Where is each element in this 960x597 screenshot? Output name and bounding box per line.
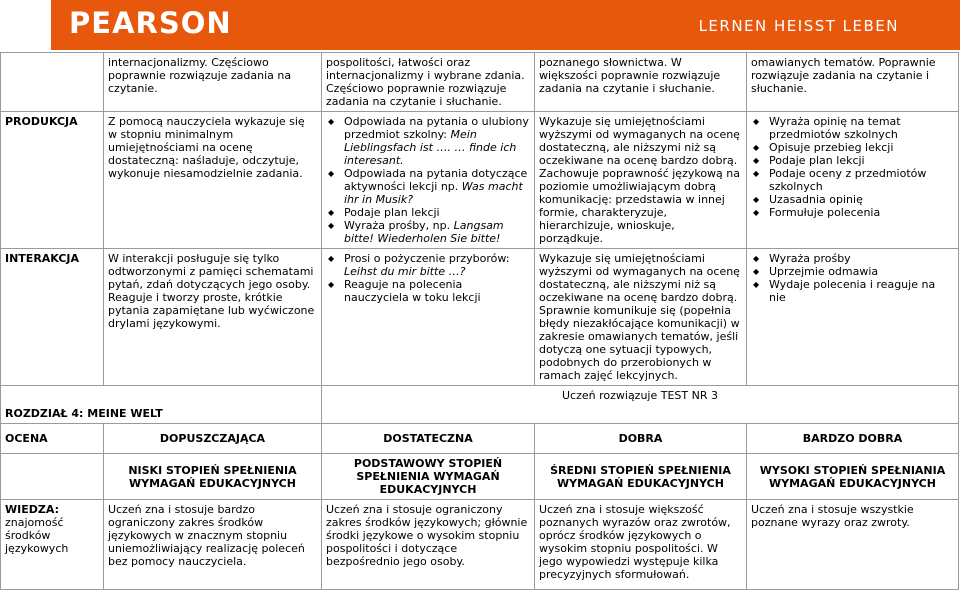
produkcja-label: PRODUKCJA — [1, 112, 104, 249]
interakcja-row — [1, 249, 959, 386]
list-item: ◆ Uzasadnia opinię — [769, 193, 954, 206]
produkcja-cell-5 — [747, 112, 959, 249]
chapter-row — [1, 386, 959, 424]
top-cell-3: pospolitości, łatwości oraz internacjonalizmy i wybrane zdania. Częściowo poprawnie rozwiązuje zadania na czytanie i słuchanie. — [322, 53, 535, 112]
level-sredni: ŚREDNI STOPIEŃ SPEŁNIENIA WYMAGAŃ EDUKACYJNYCH — [535, 454, 747, 500]
interakcja-label: INTERAKCJA — [1, 249, 104, 386]
list-item: ◆ Reaguje na polecenia nauczyciela w toku lekcji — [344, 278, 530, 304]
levels-row — [1, 454, 959, 500]
produkcja-cell-2: Z pomocą nauczyciela wykazuje się w stopniu minimalnym umiejętnościami na ocenę dostateczną: naśladuje, odczytuje, wykonuje niesamodzielnie zadania. — [104, 112, 322, 249]
level-podstawowy: PODSTAWOWY STOPIEŃ SPEŁNIENIA WYMAGAŃ EDUKACYJNYCH — [322, 454, 535, 500]
list-item: ◆ Wyraża opinię na temat przedmiotów szkolnych — [769, 115, 954, 141]
grades-row — [1, 424, 959, 454]
wiedza-cell-5: Uczeń zna i stosuje wszystkie poznane wyrazy oraz zwroty. — [747, 500, 959, 590]
list-item: ◆ Wyraża prośby, np. Langsam bitte! Wiederholen Sie bitte! — [344, 219, 530, 245]
levels-empty-cell — [1, 454, 104, 500]
list-item: ◆ Wydaje polecenia i reaguje na nie — [769, 278, 954, 304]
wiedza-label: WIEDZA: znajomość środków językowych — [1, 500, 104, 590]
interakcja-cell-4: Wykazuje się umiejętnościami wyższymi od wymaganych na ocenę dostateczną, ale niższymi niż są oczekiwane na ocenę bardzo dobrą. Sprawnie komunikuje się (popełnia błędy niezakłócające komunikacji) w zakresie omawianych tematów, jeśli dotyczą one sytuacji typowych, podobnych do przerobionych w ramach zajęć lekcyjnych. — [535, 249, 747, 386]
level-niski: NISKI STOPIEŃ SPEŁNIENIA WYMAGAŃ EDUKACYJNYCH — [104, 454, 322, 500]
grade-header-dopuszczajaca: DOPUSZCZAJĄCA — [104, 424, 322, 454]
pearson-logo: PEARSON — [69, 6, 232, 40]
interakcja-cell-2: W interakcji posługuje się tylko odtworzonymi z pamięci schematami pytań, zdań dotyczących jego osoby. Reaguje i tworzy proste, krótkie pytania zapamiętane lub wyćwiczone drylami językowymi. — [104, 249, 322, 386]
list-item: ◆ Podaje plan lekcji — [769, 154, 954, 167]
banner-tagline: LERNEN HEISST LEBEN — [698, 17, 899, 35]
list-item: ◆ Prosi o pożyczenie przyborów: Leihst du mir bitte …? — [344, 252, 530, 278]
top-cell-2: internacjonalizmy. Częściowo poprawnie rozwiązuje zadania na czytanie. — [104, 53, 322, 112]
list-item: ◆ Opisuje przebieg lekcji — [769, 141, 954, 154]
top-cell-5: omawianych tematów. Poprawnie rozwiązuje zadania na czytanie i słuchanie. — [747, 53, 959, 112]
interakcja-cell-5 — [747, 249, 959, 386]
list-item: ◆ Uprzejmie odmawia — [769, 265, 954, 278]
produkcja-cell-4: Wykazuje się umiejętnościami wyższymi od wymaganych na ocenę dostateczną, ale niższymi niż są oczekiwane na ocenę bardzo dobrą. Zachowuje poprawność językową na poziomie umożliwiającym dobrą komunikację: przedstawia w innej formie, charakteryzuje, hierarchizuje, wnioskuje, porządkuje. — [535, 112, 747, 249]
list-item: ◆ Odpowiada na pytania dotyczące aktywności lekcji np. Was macht ihr in Musik? — [344, 167, 530, 206]
chapter-test: Uczeń rozwiązuje TEST NR 3 — [322, 386, 959, 424]
list-item: ◆ Podaje oceny z przedmiotów szkolnych — [769, 167, 954, 193]
grade-header-ocena: OCENA — [1, 424, 104, 454]
wiedza-cell-2: Uczeń zna i stosuje bardzo ograniczony zakres środków językowych w znacznym stopniu uniemożliwiający realizację poleceń bez pomocy nauczyciela. — [104, 500, 322, 590]
interakcja-list-5 — [751, 252, 954, 304]
level-wysoki: WYSOKI STOPIEŃ SPEŁNIANIA WYMAGAŃ EDUKACYJNYCH — [747, 454, 959, 500]
wiedza-cell-3: Uczeń zna i stosuje ograniczony zakres środków językowych; głównie środki językowe o wysokim stopniu pospolitości i dotyczące bezpośrednio jego osoby. — [322, 500, 535, 590]
list-item: ◆ Odpowiada na pytania o ulubiony przedmiot szkolny: Mein Lieblingsfach ist …. … finde ich interesant. — [344, 115, 530, 167]
list-item: ◆ Formułuje polecenia — [769, 206, 954, 219]
grade-header-dostateczna: DOSTATECZNA — [322, 424, 535, 454]
produkcja-list-3 — [326, 115, 530, 245]
top-row — [1, 53, 959, 112]
interakcja-cell-3 — [322, 249, 535, 386]
interakcja-list-3 — [326, 252, 530, 304]
grade-header-dobra: DOBRA — [535, 424, 747, 454]
produkcja-cell-3 — [322, 112, 535, 249]
produkcja-list-5 — [751, 115, 954, 219]
wiedza-row — [1, 500, 959, 590]
grade-header-bardzo-dobra: BARDZO DOBRA — [747, 424, 959, 454]
top-label-cell — [1, 53, 104, 112]
requirements-table — [0, 52, 959, 590]
list-item: ◆ Wyraża prośby — [769, 252, 954, 265]
chapter-label: ROZDZIAŁ 4: MEINE WELT — [1, 386, 322, 424]
pearson-banner — [51, 0, 960, 50]
list-item: ◆ Podaje plan lekcji — [344, 206, 530, 219]
wiedza-cell-4: Uczeń zna i stosuje większość poznanych wyrazów oraz zwrotów, oprócz środków językowych o wysokim stopniu pospolitości. W jego wypowiedzi występuje kilka precyzyjnych sformułowań. — [535, 500, 747, 590]
top-cell-4: poznanego słownictwa. W większości poprawnie rozwiązuje zadania na czytanie i słuchanie. — [535, 53, 747, 112]
produkcja-row — [1, 112, 959, 249]
